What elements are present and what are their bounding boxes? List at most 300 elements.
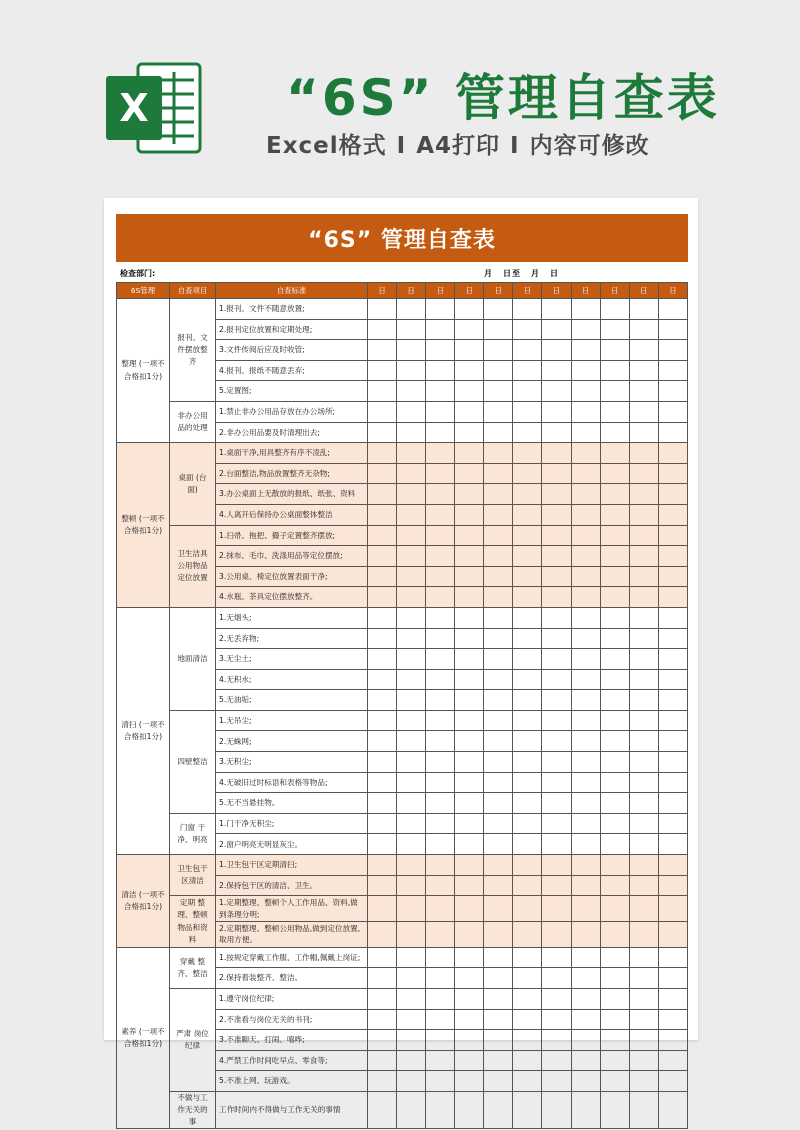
day-check-cell[interactable]: [513, 988, 542, 1009]
day-check-cell[interactable]: [629, 340, 658, 361]
day-check-cell[interactable]: [629, 690, 658, 711]
day-check-cell[interactable]: [426, 669, 455, 690]
day-check-cell[interactable]: [484, 1091, 513, 1128]
day-check-cell[interactable]: [600, 772, 629, 793]
day-check-cell[interactable]: [658, 1030, 687, 1051]
day-check-cell[interactable]: [455, 813, 484, 834]
day-check-cell[interactable]: [455, 690, 484, 711]
day-check-cell[interactable]: [426, 299, 455, 320]
day-check-cell[interactable]: [426, 360, 455, 381]
day-check-cell[interactable]: [571, 628, 600, 649]
day-check-cell[interactable]: [571, 1030, 600, 1051]
day-check-cell[interactable]: [542, 1050, 571, 1071]
day-check-cell[interactable]: [629, 443, 658, 464]
day-check-cell[interactable]: [629, 875, 658, 896]
day-check-cell[interactable]: [658, 401, 687, 422]
day-check-cell[interactable]: [484, 1009, 513, 1030]
day-check-cell[interactable]: [426, 381, 455, 402]
day-check-cell[interactable]: [426, 504, 455, 525]
day-check-cell[interactable]: [600, 566, 629, 587]
day-check-cell[interactable]: [368, 340, 397, 361]
day-check-cell[interactable]: [455, 587, 484, 608]
day-check-cell[interactable]: [600, 587, 629, 608]
day-check-cell[interactable]: [571, 360, 600, 381]
day-check-cell[interactable]: [629, 1030, 658, 1051]
day-check-cell[interactable]: [426, 525, 455, 546]
day-check-cell[interactable]: [426, 1071, 455, 1092]
day-check-cell[interactable]: [513, 299, 542, 320]
day-check-cell[interactable]: [368, 1091, 397, 1128]
day-check-cell[interactable]: [368, 690, 397, 711]
day-check-cell[interactable]: [629, 834, 658, 855]
day-check-cell[interactable]: [368, 1071, 397, 1092]
day-check-cell[interactable]: [368, 525, 397, 546]
day-check-cell[interactable]: [426, 690, 455, 711]
day-check-cell[interactable]: [368, 855, 397, 876]
day-check-cell[interactable]: [368, 710, 397, 731]
day-check-cell[interactable]: [455, 1009, 484, 1030]
day-check-cell[interactable]: [484, 587, 513, 608]
day-check-cell[interactable]: [600, 525, 629, 546]
day-check-cell[interactable]: [571, 484, 600, 505]
day-check-cell[interactable]: [600, 855, 629, 876]
day-check-cell[interactable]: [542, 504, 571, 525]
day-check-cell[interactable]: [571, 752, 600, 773]
day-check-cell[interactable]: [542, 875, 571, 896]
day-check-cell[interactable]: [513, 813, 542, 834]
day-check-cell[interactable]: [484, 504, 513, 525]
day-check-cell[interactable]: [368, 463, 397, 484]
day-check-cell[interactable]: [542, 669, 571, 690]
day-check-cell[interactable]: [484, 1050, 513, 1071]
day-check-cell[interactable]: [426, 443, 455, 464]
day-check-cell[interactable]: [455, 401, 484, 422]
day-check-cell[interactable]: [513, 1071, 542, 1092]
day-check-cell[interactable]: [571, 772, 600, 793]
day-check-cell[interactable]: [571, 546, 600, 567]
day-check-cell[interactable]: [484, 340, 513, 361]
day-check-cell[interactable]: [513, 463, 542, 484]
day-check-cell[interactable]: [368, 875, 397, 896]
day-check-cell[interactable]: [484, 1030, 513, 1051]
day-check-cell[interactable]: [629, 710, 658, 731]
day-check-cell[interactable]: [542, 360, 571, 381]
day-check-cell[interactable]: [368, 443, 397, 464]
day-check-cell[interactable]: [455, 381, 484, 402]
day-check-cell[interactable]: [513, 525, 542, 546]
day-check-cell[interactable]: [484, 401, 513, 422]
day-check-cell[interactable]: [455, 793, 484, 814]
day-check-cell[interactable]: [397, 1050, 426, 1071]
day-check-cell[interactable]: [542, 968, 571, 989]
day-check-cell[interactable]: [658, 525, 687, 546]
day-check-cell[interactable]: [658, 922, 687, 948]
day-check-cell[interactable]: [629, 566, 658, 587]
day-check-cell[interactable]: [397, 422, 426, 443]
day-check-cell[interactable]: [571, 401, 600, 422]
day-check-cell[interactable]: [542, 422, 571, 443]
day-check-cell[interactable]: [484, 752, 513, 773]
day-check-cell[interactable]: [484, 525, 513, 546]
day-check-cell[interactable]: [513, 649, 542, 670]
day-check-cell[interactable]: [368, 628, 397, 649]
day-check-cell[interactable]: [658, 546, 687, 567]
day-check-cell[interactable]: [455, 710, 484, 731]
day-check-cell[interactable]: [629, 988, 658, 1009]
day-check-cell[interactable]: [368, 896, 397, 922]
day-check-cell[interactable]: [658, 834, 687, 855]
day-check-cell[interactable]: [600, 484, 629, 505]
day-check-cell[interactable]: [513, 855, 542, 876]
day-check-cell[interactable]: [484, 947, 513, 968]
day-check-cell[interactable]: [571, 793, 600, 814]
day-check-cell[interactable]: [484, 422, 513, 443]
day-check-cell[interactable]: [397, 772, 426, 793]
day-check-cell[interactable]: [658, 710, 687, 731]
day-check-cell[interactable]: [455, 566, 484, 587]
day-check-cell[interactable]: [513, 834, 542, 855]
day-check-cell[interactable]: [513, 504, 542, 525]
day-check-cell[interactable]: [571, 875, 600, 896]
day-check-cell[interactable]: [658, 855, 687, 876]
day-check-cell[interactable]: [658, 360, 687, 381]
day-check-cell[interactable]: [455, 1030, 484, 1051]
day-check-cell[interactable]: [426, 896, 455, 922]
day-check-cell[interactable]: [368, 988, 397, 1009]
day-check-cell[interactable]: [368, 669, 397, 690]
day-check-cell[interactable]: [368, 649, 397, 670]
day-check-cell[interactable]: [658, 793, 687, 814]
day-check-cell[interactable]: [426, 834, 455, 855]
day-check-cell[interactable]: [513, 772, 542, 793]
day-check-cell[interactable]: [426, 340, 455, 361]
day-check-cell[interactable]: [571, 813, 600, 834]
day-check-cell[interactable]: [542, 922, 571, 948]
day-check-cell[interactable]: [397, 731, 426, 752]
day-check-cell[interactable]: [426, 968, 455, 989]
day-check-cell[interactable]: [455, 422, 484, 443]
day-check-cell[interactable]: [629, 669, 658, 690]
day-check-cell[interactable]: [513, 710, 542, 731]
day-check-cell[interactable]: [542, 587, 571, 608]
day-check-cell[interactable]: [542, 607, 571, 628]
day-check-cell[interactable]: [571, 504, 600, 525]
day-check-cell[interactable]: [484, 443, 513, 464]
day-check-cell[interactable]: [629, 813, 658, 834]
day-check-cell[interactable]: [368, 813, 397, 834]
day-check-cell[interactable]: [629, 1071, 658, 1092]
day-check-cell[interactable]: [397, 813, 426, 834]
day-check-cell[interactable]: [542, 401, 571, 422]
day-check-cell[interactable]: [629, 546, 658, 567]
day-check-cell[interactable]: [600, 1071, 629, 1092]
day-check-cell[interactable]: [600, 875, 629, 896]
day-check-cell[interactable]: [397, 401, 426, 422]
day-check-cell[interactable]: [658, 381, 687, 402]
day-check-cell[interactable]: [484, 381, 513, 402]
day-check-cell[interactable]: [629, 731, 658, 752]
day-check-cell[interactable]: [426, 988, 455, 1009]
day-check-cell[interactable]: [484, 772, 513, 793]
day-check-cell[interactable]: [455, 669, 484, 690]
day-check-cell[interactable]: [397, 690, 426, 711]
day-check-cell[interactable]: [426, 813, 455, 834]
day-check-cell[interactable]: [368, 793, 397, 814]
day-check-cell[interactable]: [542, 319, 571, 340]
day-check-cell[interactable]: [658, 772, 687, 793]
day-check-cell[interactable]: [629, 504, 658, 525]
day-check-cell[interactable]: [600, 813, 629, 834]
day-check-cell[interactable]: [368, 319, 397, 340]
day-check-cell[interactable]: [513, 1050, 542, 1071]
day-check-cell[interactable]: [426, 855, 455, 876]
day-check-cell[interactable]: [513, 319, 542, 340]
day-check-cell[interactable]: [542, 710, 571, 731]
day-check-cell[interactable]: [397, 1030, 426, 1051]
day-check-cell[interactable]: [484, 484, 513, 505]
day-check-cell[interactable]: [455, 988, 484, 1009]
day-check-cell[interactable]: [455, 1071, 484, 1092]
day-check-cell[interactable]: [397, 607, 426, 628]
day-check-cell[interactable]: [542, 834, 571, 855]
day-check-cell[interactable]: [600, 443, 629, 464]
day-check-cell[interactable]: [426, 752, 455, 773]
day-check-cell[interactable]: [397, 710, 426, 731]
day-check-cell[interactable]: [629, 752, 658, 773]
day-check-cell[interactable]: [513, 947, 542, 968]
day-check-cell[interactable]: [571, 1050, 600, 1071]
day-check-cell[interactable]: [484, 566, 513, 587]
day-check-cell[interactable]: [571, 896, 600, 922]
day-check-cell[interactable]: [542, 772, 571, 793]
day-check-cell[interactable]: [658, 669, 687, 690]
day-check-cell[interactable]: [484, 896, 513, 922]
day-check-cell[interactable]: [629, 896, 658, 922]
day-check-cell[interactable]: [658, 463, 687, 484]
day-check-cell[interactable]: [426, 628, 455, 649]
day-check-cell[interactable]: [658, 896, 687, 922]
day-check-cell[interactable]: [513, 690, 542, 711]
day-check-cell[interactable]: [513, 922, 542, 948]
day-check-cell[interactable]: [426, 1009, 455, 1030]
day-check-cell[interactable]: [368, 381, 397, 402]
day-check-cell[interactable]: [571, 299, 600, 320]
day-check-cell[interactable]: [600, 690, 629, 711]
day-check-cell[interactable]: [629, 299, 658, 320]
day-check-cell[interactable]: [629, 793, 658, 814]
day-check-cell[interactable]: [368, 752, 397, 773]
day-check-cell[interactable]: [397, 875, 426, 896]
day-check-cell[interactable]: [542, 340, 571, 361]
day-check-cell[interactable]: [571, 922, 600, 948]
day-check-cell[interactable]: [600, 947, 629, 968]
day-check-cell[interactable]: [368, 968, 397, 989]
day-check-cell[interactable]: [513, 443, 542, 464]
day-check-cell[interactable]: [629, 360, 658, 381]
day-check-cell[interactable]: [629, 607, 658, 628]
day-check-cell[interactable]: [455, 443, 484, 464]
day-check-cell[interactable]: [455, 896, 484, 922]
day-check-cell[interactable]: [426, 731, 455, 752]
day-check-cell[interactable]: [600, 968, 629, 989]
day-check-cell[interactable]: [397, 360, 426, 381]
day-check-cell[interactable]: [542, 463, 571, 484]
day-check-cell[interactable]: [600, 1030, 629, 1051]
day-check-cell[interactable]: [484, 855, 513, 876]
day-check-cell[interactable]: [571, 340, 600, 361]
day-check-cell[interactable]: [397, 1091, 426, 1128]
day-check-cell[interactable]: [600, 896, 629, 922]
day-check-cell[interactable]: [484, 710, 513, 731]
day-check-cell[interactable]: [426, 587, 455, 608]
day-check-cell[interactable]: [571, 690, 600, 711]
day-check-cell[interactable]: [571, 1009, 600, 1030]
day-check-cell[interactable]: [629, 1091, 658, 1128]
day-check-cell[interactable]: [426, 875, 455, 896]
day-check-cell[interactable]: [571, 566, 600, 587]
day-check-cell[interactable]: [397, 340, 426, 361]
day-check-cell[interactable]: [484, 628, 513, 649]
day-check-cell[interactable]: [658, 422, 687, 443]
day-check-cell[interactable]: [513, 340, 542, 361]
day-check-cell[interactable]: [658, 587, 687, 608]
day-check-cell[interactable]: [571, 834, 600, 855]
day-check-cell[interactable]: [542, 855, 571, 876]
day-check-cell[interactable]: [658, 1071, 687, 1092]
day-check-cell[interactable]: [426, 566, 455, 587]
day-check-cell[interactable]: [629, 628, 658, 649]
day-check-cell[interactable]: [600, 669, 629, 690]
day-check-cell[interactable]: [513, 731, 542, 752]
day-check-cell[interactable]: [600, 360, 629, 381]
day-check-cell[interactable]: [426, 649, 455, 670]
day-check-cell[interactable]: [542, 731, 571, 752]
day-check-cell[interactable]: [397, 504, 426, 525]
day-check-cell[interactable]: [600, 607, 629, 628]
day-check-cell[interactable]: [658, 813, 687, 834]
day-check-cell[interactable]: [571, 669, 600, 690]
day-check-cell[interactable]: [600, 1091, 629, 1128]
day-check-cell[interactable]: [600, 710, 629, 731]
day-check-cell[interactable]: [542, 1091, 571, 1128]
day-check-cell[interactable]: [455, 525, 484, 546]
day-check-cell[interactable]: [658, 1050, 687, 1071]
day-check-cell[interactable]: [600, 463, 629, 484]
day-check-cell[interactable]: [571, 443, 600, 464]
day-check-cell[interactable]: [397, 1071, 426, 1092]
day-check-cell[interactable]: [542, 525, 571, 546]
day-check-cell[interactable]: [658, 988, 687, 1009]
day-check-cell[interactable]: [397, 319, 426, 340]
day-check-cell[interactable]: [571, 1071, 600, 1092]
day-check-cell[interactable]: [455, 504, 484, 525]
day-check-cell[interactable]: [513, 1091, 542, 1128]
day-check-cell[interactable]: [368, 772, 397, 793]
day-check-cell[interactable]: [629, 922, 658, 948]
day-check-cell[interactable]: [513, 669, 542, 690]
day-check-cell[interactable]: [426, 1050, 455, 1071]
day-check-cell[interactable]: [629, 463, 658, 484]
day-check-cell[interactable]: [455, 546, 484, 567]
day-check-cell[interactable]: [658, 319, 687, 340]
day-check-cell[interactable]: [397, 947, 426, 968]
day-check-cell[interactable]: [658, 607, 687, 628]
day-check-cell[interactable]: [397, 922, 426, 948]
day-check-cell[interactable]: [571, 731, 600, 752]
day-check-cell[interactable]: [513, 422, 542, 443]
day-check-cell[interactable]: [513, 607, 542, 628]
day-check-cell[interactable]: [571, 947, 600, 968]
day-check-cell[interactable]: [658, 731, 687, 752]
day-check-cell[interactable]: [542, 793, 571, 814]
day-check-cell[interactable]: [397, 443, 426, 464]
day-check-cell[interactable]: [600, 922, 629, 948]
day-check-cell[interactable]: [542, 896, 571, 922]
day-check-cell[interactable]: [484, 793, 513, 814]
day-check-cell[interactable]: [368, 1030, 397, 1051]
day-check-cell[interactable]: [542, 299, 571, 320]
day-check-cell[interactable]: [455, 1050, 484, 1071]
day-check-cell[interactable]: [368, 607, 397, 628]
day-check-cell[interactable]: [600, 381, 629, 402]
day-check-cell[interactable]: [368, 922, 397, 948]
day-check-cell[interactable]: [397, 525, 426, 546]
day-check-cell[interactable]: [368, 947, 397, 968]
day-check-cell[interactable]: [571, 381, 600, 402]
day-check-cell[interactable]: [571, 463, 600, 484]
day-check-cell[interactable]: [484, 968, 513, 989]
day-check-cell[interactable]: [658, 504, 687, 525]
day-check-cell[interactable]: [513, 793, 542, 814]
day-check-cell[interactable]: [513, 628, 542, 649]
day-check-cell[interactable]: [513, 401, 542, 422]
day-check-cell[interactable]: [368, 1050, 397, 1071]
day-check-cell[interactable]: [513, 360, 542, 381]
day-check-cell[interactable]: [600, 834, 629, 855]
day-check-cell[interactable]: [484, 463, 513, 484]
day-check-cell[interactable]: [542, 690, 571, 711]
day-check-cell[interactable]: [542, 649, 571, 670]
day-check-cell[interactable]: [513, 587, 542, 608]
day-check-cell[interactable]: [426, 607, 455, 628]
day-check-cell[interactable]: [542, 1009, 571, 1030]
day-check-cell[interactable]: [600, 340, 629, 361]
day-check-cell[interactable]: [484, 319, 513, 340]
day-check-cell[interactable]: [426, 546, 455, 567]
day-check-cell[interactable]: [629, 947, 658, 968]
day-check-cell[interactable]: [600, 546, 629, 567]
day-check-cell[interactable]: [484, 1071, 513, 1092]
day-check-cell[interactable]: [571, 988, 600, 1009]
day-check-cell[interactable]: [542, 1071, 571, 1092]
day-check-cell[interactable]: [542, 381, 571, 402]
day-check-cell[interactable]: [455, 922, 484, 948]
day-check-cell[interactable]: [600, 731, 629, 752]
day-check-cell[interactable]: [397, 752, 426, 773]
day-check-cell[interactable]: [368, 299, 397, 320]
day-check-cell[interactable]: [542, 947, 571, 968]
day-check-cell[interactable]: [484, 988, 513, 1009]
day-check-cell[interactable]: [426, 463, 455, 484]
day-check-cell[interactable]: [455, 731, 484, 752]
day-check-cell[interactable]: [368, 1009, 397, 1030]
day-check-cell[interactable]: [629, 401, 658, 422]
day-check-cell[interactable]: [455, 772, 484, 793]
day-check-cell[interactable]: [484, 607, 513, 628]
day-check-cell[interactable]: [513, 566, 542, 587]
day-check-cell[interactable]: [426, 1091, 455, 1128]
day-check-cell[interactable]: [397, 587, 426, 608]
